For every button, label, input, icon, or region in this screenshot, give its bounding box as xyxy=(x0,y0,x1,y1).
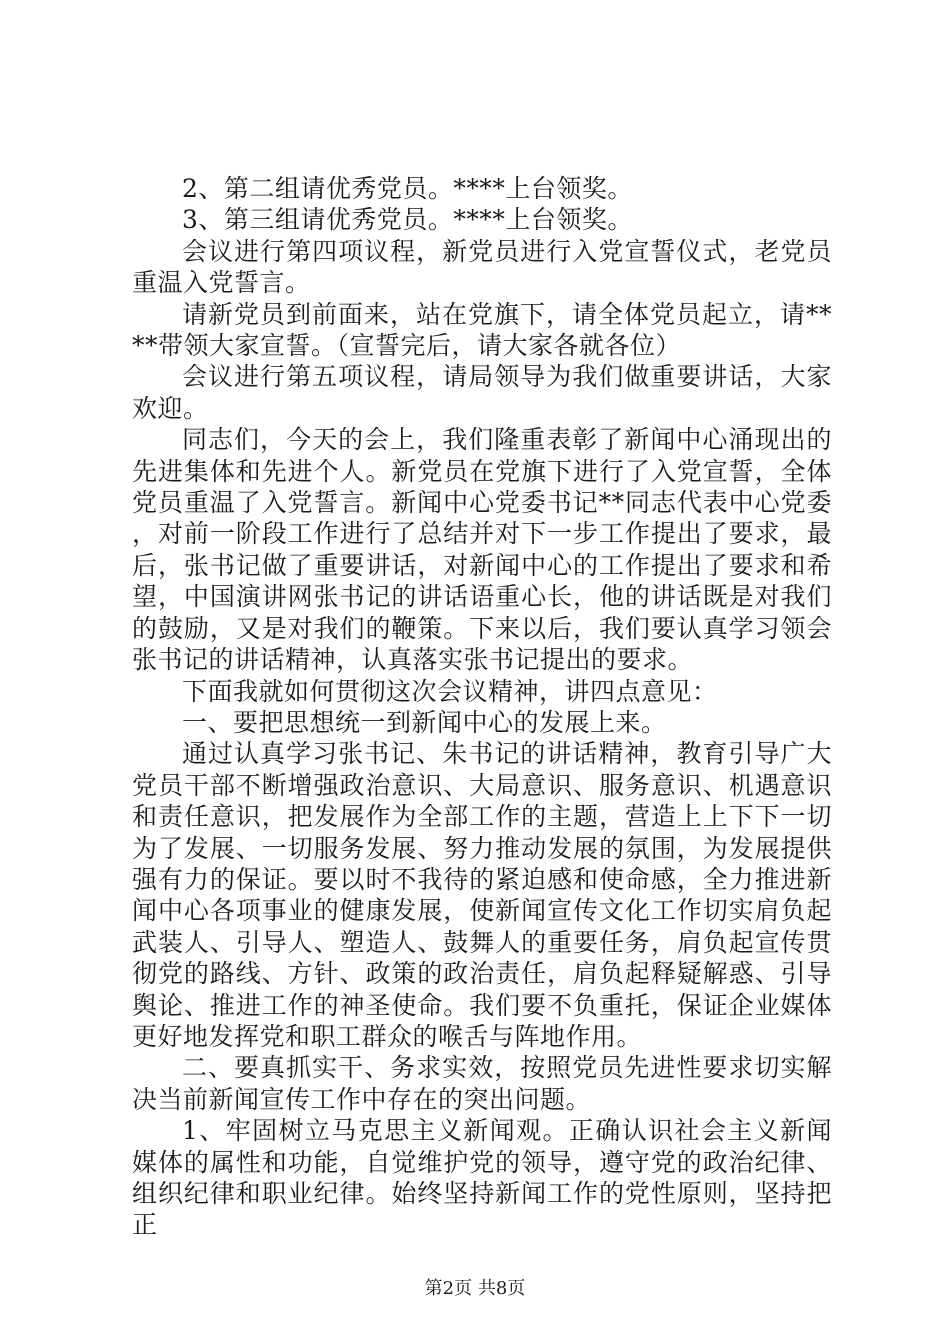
paragraph: 会议进行第四项议程，新党员进行入党宣誓仪式，老党员重温入党誓言。 xyxy=(132,236,832,298)
paragraph: 1、牢固树立马克思主义新闻观。正确认识社会主义新闻媒体的属性和功能，自觉维护党的领导，遵守党的政治纪律、组织纪律和职业纪律。始终坚持新闻工作的党性原则，坚持把正 xyxy=(132,1116,832,1240)
page-footer: 第2页 共8页 xyxy=(424,1278,526,1299)
paragraph: 同志们，今天的会上，我们隆重表彰了新闻中心涌现出的先进集体和先进个人。新党员在党旗下进行了入党宣誓，全体党员重温了入党誓言。新闻中心党委书记**同志代表中心党委，对前一阶段工作进行了总结并对下一步工作提出了要求，最后，张书记做了重要讲话，对新闻中心的工作提出了要求和希望，中国演讲网张书记的讲话语重心长，他的讲话既是对我们的鼓励，又是对我们的鞭策。下来以后，我们要认真学习领会张书记的讲话精神，认真落实张书记提出的要求。 xyxy=(132,425,832,675)
paragraph: 通过认真学习张书记、朱书记的讲话精神，教育引导广大党员干部不断增强政治意识、大局意识、服务意识、机遇意识和责任意识，把发展作为全部工作的主题，营造上上下下一切为了发展、一切服务发展、努力推动发展的氛围，为发展提供强有力的保证。要以时不我待的紧迫感和使命感，全力推进新闻中心各项事业的健康发展，使新闻宣传文化工作切实肩负起武装人、引导人、塑造人、鼓舞人的重要任务，肩负起宣传贯彻党的路线、方针、政策的政治责任，肩负起释疑解惑、引导舆论、推进工作的神圣使命。我们要不负重托，保证企业媒体更好地发挥党和职工群众的喉舌与阵地作用。 xyxy=(132,739,832,1051)
paragraph: 3、第三组请优秀党员。****上台领奖。 xyxy=(182,205,633,235)
paragraph: 一、要把思想统一到新闻中心的发展上来。 xyxy=(182,707,667,737)
paragraph: 二、要真抓实干、务求实效，按照党员先进性要求切实解决当前新闻宣传工作中存在的突出问题。 xyxy=(132,1053,832,1114)
paragraph: 2、第二组请优秀党员。****上台领奖。 xyxy=(182,174,633,203)
document-body xyxy=(132,173,832,1241)
paragraph: 请新党员到前面来，站在党旗下，请全体党员起立，请****带领大家宣誓。（宣誓完后，请大家各就各位） xyxy=(132,299,832,361)
paragraph: 会议进行第五项议程，请局领导为我们做重要讲话，大家欢迎。 xyxy=(132,362,832,423)
paragraph: 下面我就如何贯彻这次会议精神，讲四点意见： xyxy=(182,676,718,706)
